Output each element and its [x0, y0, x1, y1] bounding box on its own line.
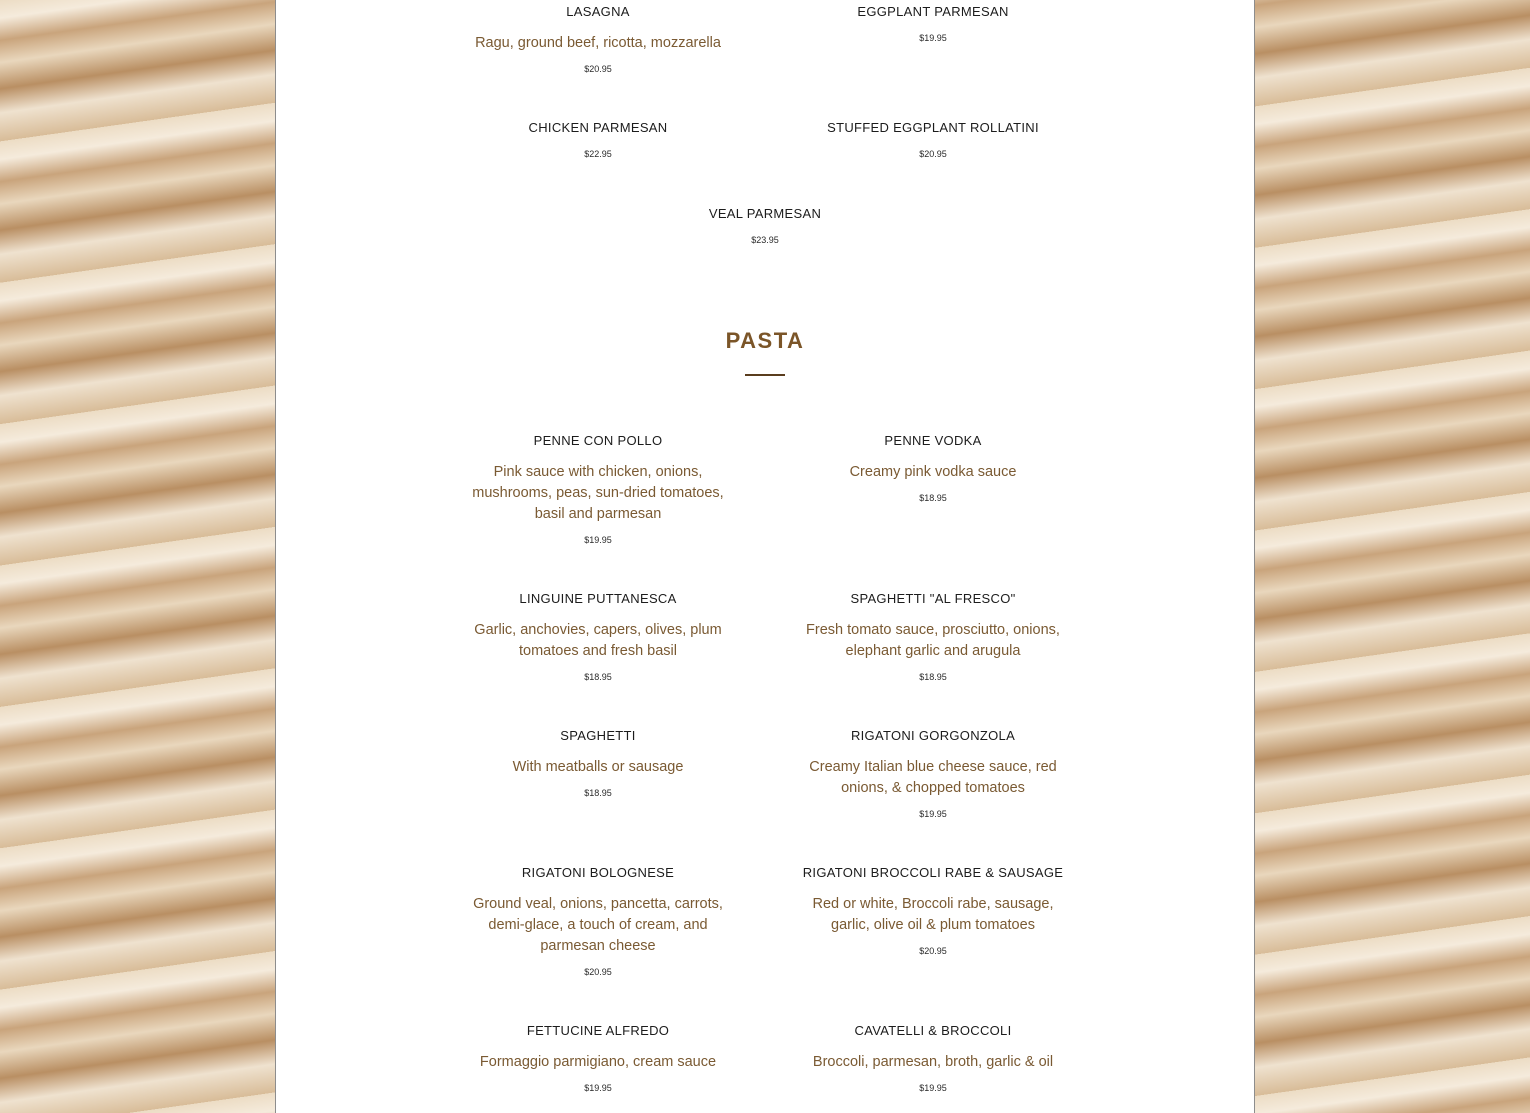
menu-item-rigatoni-broccoli-rabe-sausage — [793, 865, 1073, 957]
item-name: STUFFED EGGPLANT ROLLATINI — [827, 120, 1039, 135]
item-price: $18.95 — [919, 672, 947, 682]
section-title-pasta: PASTA — [725, 328, 805, 353]
menu-item-linguine-puttanesca — [458, 591, 738, 683]
item-name: LASAGNA — [566, 4, 630, 19]
menu-item-veal-parmesan — [625, 206, 905, 246]
item-price: $20.95 — [919, 149, 947, 159]
item-description: Formaggio parmigiano, cream sauce — [479, 1054, 717, 1070]
item-price: $19.95 — [919, 33, 947, 43]
menu-item-cavatelli-broccoli — [793, 1023, 1073, 1094]
item-name: RIGATONI BOLOGNESE — [521, 865, 675, 880]
item-price: $22.95 — [584, 149, 612, 159]
item-name: EGGPLANT PARMESAN — [857, 4, 1009, 19]
item-description: With meatballs or sausage — [512, 759, 684, 775]
item-name: VEAL PARMESAN — [708, 206, 822, 221]
section-divider — [745, 374, 785, 376]
item-description: Pink sauce with chicken, onions, mushrooms, peas, sun-dried tomatoes, basil and parmesan — [472, 464, 724, 522]
menu-item-spaghetti — [458, 728, 738, 799]
menu-item-rigatoni-gorgonzola — [793, 728, 1073, 820]
item-price: $19.95 — [919, 1083, 947, 1093]
item-name: SPAGHETTI — [560, 728, 636, 743]
item-price: $18.95 — [919, 493, 947, 503]
item-name: LINGUINE PUTTANESCA — [519, 591, 677, 606]
menu-item-stuffed-eggplant-rollatini — [793, 120, 1073, 160]
item-name: SPAGHETTI "AL FRESCO" — [850, 591, 1016, 606]
menu-item-chicken-parmesan — [458, 120, 738, 160]
item-price: $23.95 — [751, 235, 779, 245]
item-description: Broccoli, parmesan, broth, garlic & oil — [812, 1054, 1054, 1070]
menu-item-penne-vodka — [793, 433, 1073, 504]
item-price: $18.95 — [584, 672, 612, 682]
item-price: $18.95 — [584, 788, 612, 798]
menu-page — [275, 0, 1255, 1113]
item-price: $19.95 — [584, 1083, 612, 1093]
item-description: Creamy Italian blue cheese sauce, red onions, & chopped tomatoes — [809, 759, 1057, 796]
item-name: RIGATONI BROCCOLI RABE & SAUSAGE — [802, 865, 1064, 880]
item-description: Red or white, Broccoli rabe, sausage, garlic, olive oil & plum tomatoes — [812, 896, 1054, 933]
menu-item-fettucine-alfredo — [458, 1023, 738, 1094]
item-name: PENNE CON POLLO — [533, 433, 663, 448]
item-name: CHICKEN PARMESAN — [528, 120, 668, 135]
menu-item-rigatoni-bolognese — [458, 865, 738, 978]
menu-item-lasagna — [458, 4, 738, 75]
item-description: Garlic, anchovies, capers, olives, plum tomatoes and fresh basil — [474, 622, 722, 659]
item-description: Ground veal, onions, pancetta, carrots, demi-glace, a touch of cream, and parmesan cheese — [473, 896, 723, 954]
menu-item-penne-con-pollo — [458, 433, 738, 546]
item-name: CAVATELLI & BROCCOLI — [854, 1023, 1012, 1038]
item-name: RIGATONI GORGONZOLA — [850, 728, 1016, 743]
item-description: Creamy pink vodka sauce — [849, 464, 1017, 480]
item-name: PENNE VODKA — [884, 433, 982, 448]
item-description: Ragu, ground beef, ricotta, mozzarella — [475, 35, 721, 51]
item-name: FETTUCINE ALFREDO — [526, 1023, 670, 1038]
item-price: $20.95 — [919, 946, 947, 956]
menu-item-eggplant-parmesan — [793, 4, 1073, 44]
item-price: $19.95 — [584, 535, 612, 545]
item-description: Fresh tomato sauce, prosciutto, onions, elephant garlic and arugula — [806, 622, 1060, 659]
menu-item-spaghetti-al-fresco — [793, 591, 1073, 683]
item-price: $20.95 — [584, 967, 612, 977]
item-price: $20.95 — [584, 64, 612, 74]
item-price: $19.95 — [919, 809, 947, 819]
